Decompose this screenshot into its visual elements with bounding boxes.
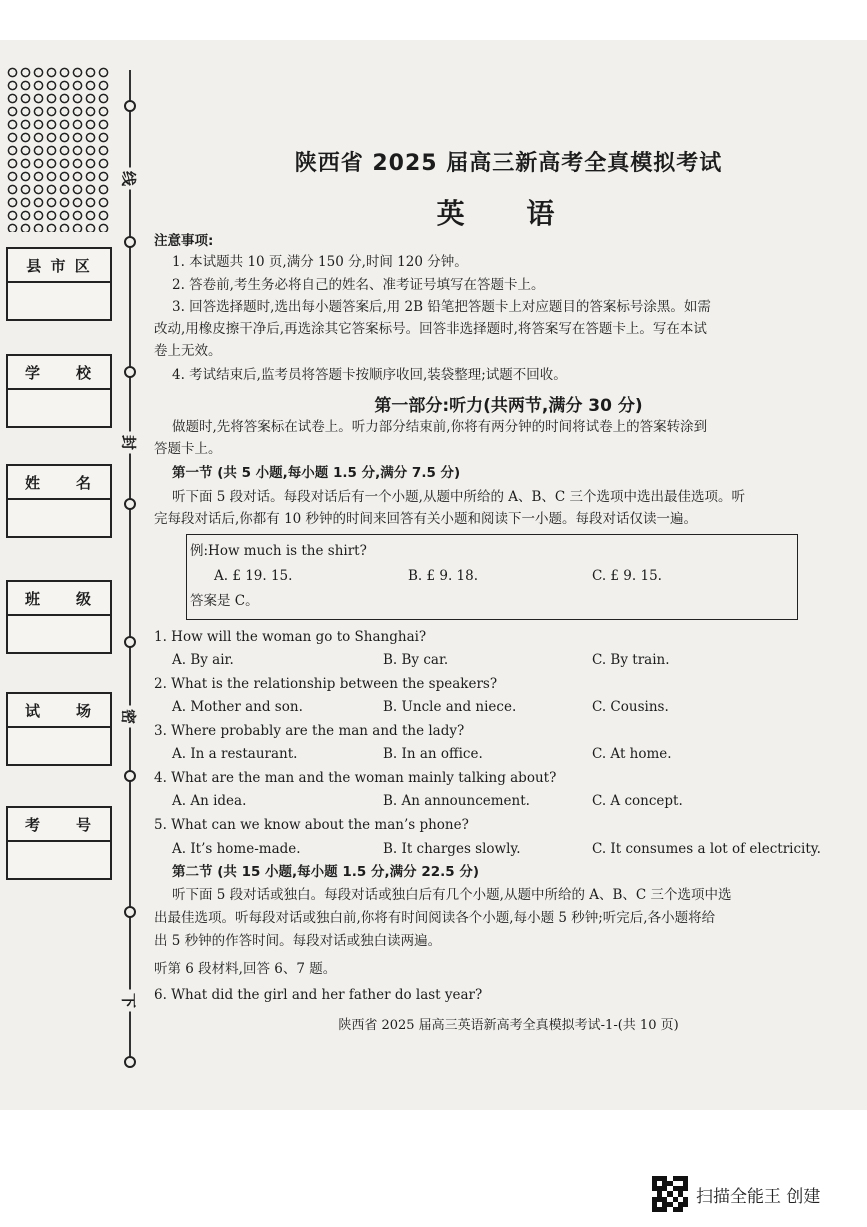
exam-title: 陕西省 2025 届高三新高考全真模拟考试 (294, 151, 723, 176)
q3-option-a[interactable]: A. In a restaurant. (172, 746, 298, 762)
q2-option-b[interactable]: B. Uncle and niece. (383, 699, 517, 715)
example-answer: 答案是 C。 (190, 593, 259, 609)
question-2: 2. What is the relationship between the speakers? (154, 676, 498, 692)
section2-instructions: 出最佳选项。听每段对话或独白前,你将有时间阅读各个小题,每小题 5 秒钟;听完后,各小题将给 (154, 910, 716, 926)
seal-circle (124, 906, 136, 918)
part1-title: 第一部分:听力(共两节,满分 30 分) (374, 396, 643, 416)
notice-item: 3. 回答选择题时,选出每小题答案后,用 2B 铅笔把答题卡上对应题目的答案标号涂黑。如需 (172, 299, 711, 315)
example-question: 例:How much is the shirt? (190, 543, 367, 559)
q2-option-a[interactable]: A. Mother and son. (172, 699, 303, 715)
seal-char-feng: 封 (119, 432, 140, 454)
notice-item: 改动,用橡皮擦干净后,再选涂其它答案标号。回答非选择题时,将答案写在答题卡上。写在本试 (154, 321, 707, 337)
field-class-box[interactable] (6, 580, 112, 654)
q4-option-b[interactable]: B. An announcement. (383, 793, 530, 809)
field-name-box[interactable] (6, 464, 112, 538)
seal-circle (124, 366, 136, 378)
example-option-a: A. £ 19. 15. (214, 568, 293, 584)
notice-item: 4. 考试结束后,监考员将答题卡按顺序收回,装袋整理;试题不回收。 (172, 367, 567, 383)
question-1: 1. How will the woman go to Shanghai? (154, 629, 427, 645)
section2-instructions: 听下面 5 段对话或独白。每段对话或独白后有几个小题,从题中所给的 A、B、C 三个选项中选 (172, 887, 732, 903)
field-label: 姓 名 (8, 466, 110, 500)
notice-heading: 注意事项: (154, 233, 214, 249)
material-6: 听第 6 段材料,回答 6、7 题。 (154, 961, 337, 977)
question-5: 5. What can we know about the man’s phone? (154, 817, 469, 833)
part1-intro: 做题时,先将答案标在试卷上。听力部分结束前,你将有两分钟的时间将试卷上的答案转涂到 (172, 419, 708, 435)
seal-circle (124, 636, 136, 648)
section2-instructions: 出 5 秒钟的作答时间。每段对话或独白读两遍。 (154, 933, 442, 949)
field-label: 试 场 (8, 694, 110, 728)
field-examno-box[interactable] (6, 806, 112, 880)
q5-option-c[interactable]: C. It consumes a lot of electricity. (592, 841, 821, 857)
subject-title: 英 语 (436, 197, 581, 230)
q5-option-b[interactable]: B. It charges slowly. (383, 841, 521, 857)
q5-option-a[interactable]: A. It’s home-made. (172, 841, 301, 857)
q3-option-c[interactable]: C. At home. (592, 746, 672, 762)
seal-char-xia: 下 (119, 990, 140, 1012)
seal-circle (124, 498, 136, 510)
q3-option-b[interactable]: B. In an office. (383, 746, 483, 762)
field-label: 考 号 (8, 808, 110, 842)
seal-char-xian: 线 (119, 168, 140, 190)
q1-option-a[interactable]: A. By air. (172, 652, 234, 668)
page-footer: 陕西省 2025 届高三英语新高考全真模拟考试-1-(共 10 页) (338, 1018, 679, 1033)
field-school-box[interactable] (6, 354, 112, 428)
notice-item: 1. 本试题共 10 页,满分 150 分,时间 120 分钟。 (172, 254, 468, 270)
seal-circle (124, 100, 136, 112)
question-6: 6. What did the girl and her father do last year? (154, 987, 483, 1003)
field-label: 学 校 (8, 356, 110, 390)
example-option-c: C. £ 9. 15. (592, 568, 662, 584)
question-3: 3. Where probably are the man and the lady? (154, 723, 465, 739)
section1-instructions: 听下面 5 段对话。每段对话后有一个小题,从题中所给的 A、B、C 三个选项中选出最佳选项。听 (172, 489, 746, 505)
section2-title: 第二节 (共 15 小题,每小题 1.5 分,满分 22.5 分) (172, 864, 480, 880)
field-label: 班 级 (8, 582, 110, 616)
q4-option-a[interactable]: A. An idea. (172, 793, 247, 809)
q2-option-c[interactable]: C. Cousins. (592, 699, 669, 715)
notice-item: 2. 答卷前,考生务必将自己的姓名、准考证号填写在答题卡上。 (172, 277, 545, 293)
qr-code-icon (652, 1176, 688, 1212)
section1-instructions: 完每段对话后,你都有 10 秒钟的时间来回答有关小题和阅读下一小题。每段对话仅读一遍。 (154, 511, 698, 527)
field-room-box[interactable] (6, 692, 112, 766)
seal-char-mi: 密 (119, 706, 140, 728)
q4-option-c[interactable]: C. A concept. (592, 793, 683, 809)
notice-item: 卷上无效。 (154, 343, 222, 359)
scanner-watermark (652, 1176, 820, 1212)
example-option-b: B. £ 9. 18. (408, 568, 479, 584)
binding-holes (6, 66, 110, 232)
question-4: 4. What are the man and the woman mainly talking about? (154, 770, 557, 786)
q1-option-c[interactable]: C. By train. (592, 652, 670, 668)
q1-option-b[interactable]: B. By car. (383, 652, 449, 668)
seal-circle (124, 236, 136, 248)
seal-circle (124, 770, 136, 782)
field-label: 县 市 区 (8, 249, 110, 283)
section1-title: 第一节 (共 5 小题,每小题 1.5 分,满分 7.5 分) (172, 465, 461, 481)
part1-intro: 答题卡上。 (154, 441, 222, 457)
scanner-label: 扫描全能王 创建 (696, 1186, 821, 1207)
field-county-box[interactable] (6, 247, 112, 321)
seal-circle (124, 1056, 136, 1068)
